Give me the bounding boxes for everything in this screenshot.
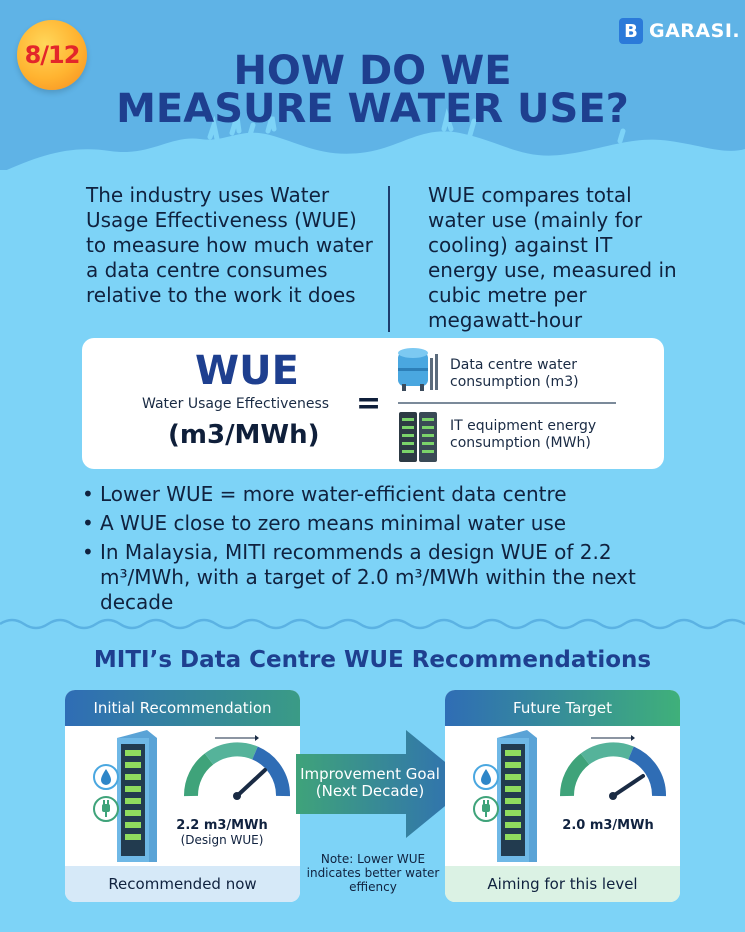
power-plug-icon: [474, 797, 498, 821]
formula-abbr: WUE: [195, 348, 299, 394]
water-tank-icon: [394, 344, 440, 392]
water-drop-icon: [474, 765, 498, 789]
arrow-label-line1: Improvement Goal: [300, 765, 440, 783]
key-point-2: • A WUE close to zero means minimal water use: [82, 511, 672, 536]
formula-full-name: Water Usage Effectiveness: [142, 396, 330, 412]
footnote: Note: Lower WUE indicates better water effiency: [306, 852, 440, 894]
fraction-bar: [398, 402, 616, 404]
formula-denominator: IT equipment energy consumption (MWh): [450, 418, 597, 451]
wue-gauge: [191, 735, 283, 800]
panel-illustration: [445, 726, 680, 866]
gauge-subtext: (Design WUE): [180, 833, 264, 847]
gauge-value: 2.0 m3/MWh: [562, 818, 654, 833]
wavy-divider: [0, 614, 745, 634]
intro-left-text: The industry uses Water Usage Effectiveness (WUE) to measure how much water a data centre consumes relative to the work it does: [86, 183, 373, 307]
wue-gauge: [567, 735, 659, 800]
arrow-label-line2: (Next Decade): [315, 782, 425, 800]
panel-footer: Aiming for this level: [445, 866, 680, 902]
server-tower-icon: [117, 730, 157, 862]
initial-recommendation-panel: [65, 690, 300, 902]
key-point-3: • In Malaysia, MITI recommends a design WUE of 2.2 m³/MWh, with a target of 2.0 m³/MWh within the next decade: [82, 540, 672, 615]
intro-right-text: WUE compares total water use (mainly for cooling) against IT energy use, measured in cubic metre per megawatt-hour: [428, 183, 677, 332]
panel-header: Initial Recommendation: [65, 690, 300, 726]
water-drop-icon: [94, 765, 118, 789]
formula-numerator: Data centre water consumption (m3): [450, 357, 579, 390]
formula-equals: =: [356, 386, 382, 421]
key-point-1: • Lower WUE = more water-efficient data centre: [82, 482, 672, 507]
arrow-label: [300, 766, 440, 800]
panel-footer: Recommended now: [65, 866, 300, 902]
page-title-line2: MEASURE WATER USE?: [116, 86, 629, 132]
garasi-logo: [619, 16, 740, 46]
panel-header: Future Target: [445, 690, 680, 726]
gauge-value: 2.2 m3/MWh: [176, 818, 268, 833]
garasi-logo-mark-icon: B: [619, 18, 643, 44]
server-tower-icon: [497, 730, 537, 862]
page-title-line1: HOW DO WE: [233, 48, 512, 94]
section-title: MITI’s Data Centre WUE Recommendations: [93, 647, 652, 673]
formula-unit: (m3/MWh): [168, 420, 320, 450]
page-number-text: 8/12: [24, 41, 80, 69]
server-rack-icon: [397, 410, 439, 464]
power-plug-icon: [94, 797, 118, 821]
future-target-panel: [445, 690, 680, 902]
intro-divider: [388, 186, 390, 332]
key-points-list: [82, 482, 672, 619]
garasi-logo-text: GARASI.: [649, 20, 741, 42]
